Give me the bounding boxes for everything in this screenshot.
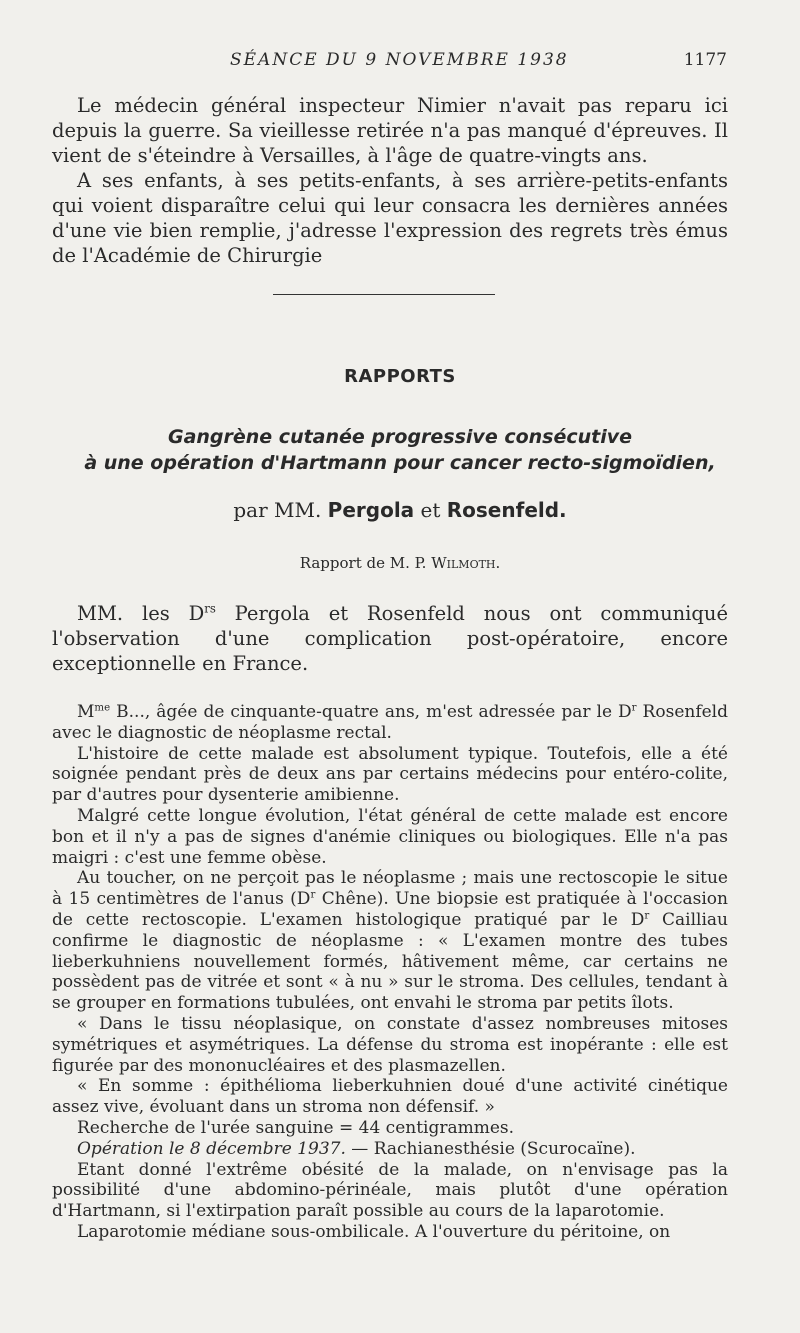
body-paragraph-6: « En somme : épithélioma lieberkuhnien doué d'une activité cinétique assez vive, évoluant dans un stroma non défensif. » xyxy=(52,1076,728,1118)
intro-paragraph-2: A ses enfants, à ses petits-enfants, à ses arrière-petits-enfants qui voient disparaître celui qui leur consacra les dernières années d'une vie bien remplie, j'adresse l'expression des regrets très émus de l'Académie de Chirurgie xyxy=(52,169,728,267)
report-author: Wilmoth. xyxy=(431,554,501,572)
authors-and: et xyxy=(420,498,441,522)
report-prefix: Rapport de M. P. xyxy=(299,554,427,572)
session-title: SÉANCE DU 9 NOVEMBRE 1938 xyxy=(230,50,569,70)
lead-text: Pergola et Rosenfeld nous ont communiqué l'observation d'une complication post-opératoire, encore exceptionnelle en France. xyxy=(52,602,729,675)
lead-sup: rs xyxy=(204,601,216,616)
article-title-line-2: à une opération d'Hartmann pour cancer recto-sigmoïdien, xyxy=(84,452,716,474)
article-authors xyxy=(0,498,800,522)
authors-prefix: par MM. xyxy=(233,498,322,522)
lead-paragraph xyxy=(52,601,728,676)
running-header xyxy=(0,50,800,74)
body-paragraph-1: $M^{me}$ B..., âgée de cinquante-quatre ans, m'est adressée par le $D^r$ Rosenfeld avec le diagnostic de néoplasme rectal. xyxy=(52,702,728,743)
operation-date: Opération le 8 décembre 1937. xyxy=(77,1138,346,1159)
intro-paragraph-1: Le médecin général inspecteur Nimier n'avait pas reparu ici depuis la guerre. Sa vieillesse retirée n'a pas manqué d'épreuves. Il vient de s'éteindre à Versailles, à l'âge de quatre-vingts ans. xyxy=(52,94,728,167)
body-paragraph-10: Laparotomie médiane sous-ombilicale. A l'ouverture du péritoine, on xyxy=(77,1221,671,1242)
body-paragraph-5: « Dans le tissu néoplasique, on constate d'assez nombreuses mitoses symétriques et asymétriques. La défense du stroma est inopérante : elle est figurée par des mononucléaires et des plasmazellen. xyxy=(52,1013,728,1076)
author-pergola: Pergola xyxy=(327,498,415,522)
intro-block xyxy=(52,93,728,268)
lead-prefix: MM. les D xyxy=(77,602,205,625)
body-paragraph-7: Recherche de l'urée sanguine = 44 centigrammes. xyxy=(77,1117,515,1138)
author-rosenfeld: Rosenfeld. xyxy=(446,498,567,522)
body-paragraph-3: Malgré cette longue évolution, l'état général de cette malade est encore bon et il n'y a pas de signes d'anémie cliniques ou biologiques. Elle n'a pas maigri : c'est une femme obèse. xyxy=(52,805,728,868)
page-number: 1177 xyxy=(683,50,727,70)
report-byline xyxy=(0,554,800,572)
observation-body xyxy=(52,702,728,1243)
article-title-line-1: Gangrène cutanée progressive consécutive xyxy=(167,426,633,448)
body-paragraph-9: Etant donné l'extrême obésité de la malade, on n'envisage pas la possibilité d'une abdomino-périnéale, mais plutôt d'une opération d'Hartmann, si l'extirpation paraît possible au cours de la laparotomie. xyxy=(52,1159,728,1222)
body-paragraph-2: L'histoire de cette malade est absolument typique. Toutefois, elle a été soignée pendant près de deux ans par certains médecins pour entéro-colite, par d'autres pour dysenterie amibienne. xyxy=(52,743,728,806)
section-divider xyxy=(273,294,495,295)
section-heading: RAPPORTS xyxy=(344,366,456,387)
body-paragraph-8: Opération le 8 décembre 1937. — Rachianesthésie (Scurocaïne). xyxy=(77,1138,636,1159)
body-paragraph-4: Au toucher, on ne perçoit pas le néoplasme ; mais une rectoscopie le situe à 15 centimètres de l'anus ($D^r$ Chêne). Une biopsie est pratiquée à l'occasion de cette rectoscopie. L'examen histologique pratiqué par le $D^r$ Cailliau confirme le diagnostic de néoplasme : « L'examen montre des tubes lieberkuhniens nouvellement formés, hâtivement même, car certains ne possèdent pas de vitrée et sont « à nu » sur le stroma. Des cellules, tendant à se grouper en formations tubulées, ont envahi le stroma par petits îlots. xyxy=(52,868,728,1014)
